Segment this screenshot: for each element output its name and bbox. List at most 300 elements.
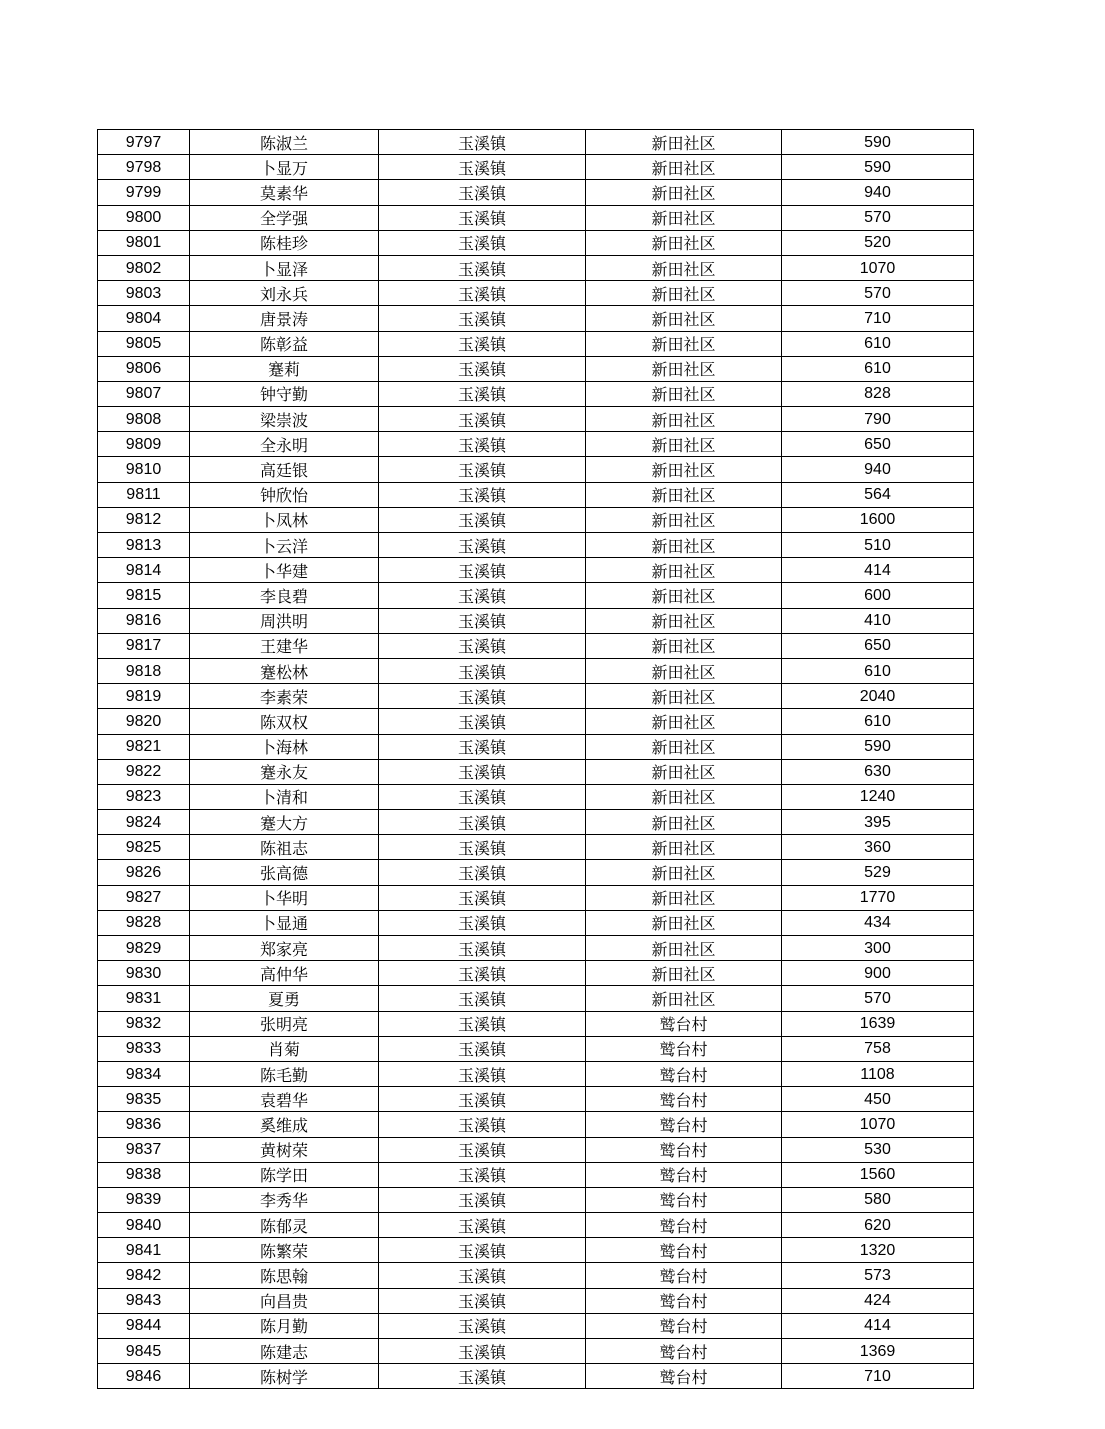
table-row xyxy=(98,885,974,910)
town-cell: 玉溪镇 xyxy=(379,205,586,230)
row-number-cell: 9835 xyxy=(98,1087,190,1112)
amount-cell: 570 xyxy=(782,281,974,306)
town-cell: 玉溪镇 xyxy=(379,658,586,683)
amount-cell: 1369 xyxy=(782,1339,974,1364)
name-cell: 全永明 xyxy=(190,432,379,457)
community-cell: 新田社区 xyxy=(586,255,782,280)
name-cell: 陈祖志 xyxy=(190,835,379,860)
table-body xyxy=(98,130,974,1389)
row-number-cell: 9844 xyxy=(98,1313,190,1338)
community-cell: 新田社区 xyxy=(586,457,782,482)
community-cell: 新田社区 xyxy=(586,507,782,532)
amount-cell: 1639 xyxy=(782,1011,974,1036)
table-row xyxy=(98,633,974,658)
row-number-cell: 9806 xyxy=(98,356,190,381)
town-cell: 玉溪镇 xyxy=(379,432,586,457)
table-row xyxy=(98,1137,974,1162)
town-cell: 玉溪镇 xyxy=(379,986,586,1011)
row-number-cell: 9831 xyxy=(98,986,190,1011)
table-row xyxy=(98,658,974,683)
amount-cell: 940 xyxy=(782,457,974,482)
amount-cell: 510 xyxy=(782,533,974,558)
community-cell: 新田社区 xyxy=(586,759,782,784)
table-row xyxy=(98,407,974,432)
row-number-cell: 9802 xyxy=(98,255,190,280)
table-row xyxy=(98,205,974,230)
amount-cell: 610 xyxy=(782,658,974,683)
table-row xyxy=(98,1213,974,1238)
town-cell: 玉溪镇 xyxy=(379,1011,586,1036)
name-cell: 刘永兵 xyxy=(190,281,379,306)
table-row xyxy=(98,1288,974,1313)
amount-cell: 610 xyxy=(782,709,974,734)
table-row xyxy=(98,1313,974,1338)
row-number-cell: 9837 xyxy=(98,1137,190,1162)
table-row xyxy=(98,558,974,583)
name-cell: 卜显通 xyxy=(190,910,379,935)
table-row xyxy=(98,759,974,784)
row-number-cell: 9825 xyxy=(98,835,190,860)
town-cell: 玉溪镇 xyxy=(379,1364,586,1389)
community-cell: 新田社区 xyxy=(586,936,782,961)
row-number-cell: 9817 xyxy=(98,633,190,658)
community-cell: 新田社区 xyxy=(586,734,782,759)
name-cell: 陈郁灵 xyxy=(190,1213,379,1238)
name-cell: 蹇永友 xyxy=(190,759,379,784)
row-number-cell: 9801 xyxy=(98,230,190,255)
amount-cell: 710 xyxy=(782,306,974,331)
town-cell: 玉溪镇 xyxy=(379,684,586,709)
table-row xyxy=(98,255,974,280)
row-number-cell: 9812 xyxy=(98,507,190,532)
row-number-cell: 9842 xyxy=(98,1263,190,1288)
town-cell: 玉溪镇 xyxy=(379,507,586,532)
row-number-cell: 9839 xyxy=(98,1187,190,1212)
table-row xyxy=(98,1339,974,1364)
community-cell: 新田社区 xyxy=(586,381,782,406)
name-cell: 陈双权 xyxy=(190,709,379,734)
name-cell: 李秀华 xyxy=(190,1187,379,1212)
community-cell: 新田社区 xyxy=(586,130,782,155)
town-cell: 玉溪镇 xyxy=(379,633,586,658)
row-number-cell: 9798 xyxy=(98,155,190,180)
row-number-cell: 9822 xyxy=(98,759,190,784)
community-cell: 鹫台村 xyxy=(586,1187,782,1212)
name-cell: 卜华建 xyxy=(190,558,379,583)
name-cell: 卜华明 xyxy=(190,885,379,910)
amount-cell: 610 xyxy=(782,331,974,356)
town-cell: 玉溪镇 xyxy=(379,784,586,809)
amount-cell: 650 xyxy=(782,432,974,457)
row-number-cell: 9813 xyxy=(98,533,190,558)
name-cell: 张明亮 xyxy=(190,1011,379,1036)
town-cell: 玉溪镇 xyxy=(379,1238,586,1263)
name-cell: 陈繁荣 xyxy=(190,1238,379,1263)
community-cell: 鹫台村 xyxy=(586,1011,782,1036)
amount-cell: 414 xyxy=(782,1313,974,1338)
row-number-cell: 9836 xyxy=(98,1112,190,1137)
community-cell: 鹫台村 xyxy=(586,1238,782,1263)
town-cell: 玉溪镇 xyxy=(379,936,586,961)
community-cell: 新田社区 xyxy=(586,608,782,633)
community-cell: 新田社区 xyxy=(586,658,782,683)
row-number-cell: 9819 xyxy=(98,684,190,709)
amount-cell: 529 xyxy=(782,860,974,885)
name-cell: 高仲华 xyxy=(190,961,379,986)
table-row xyxy=(98,784,974,809)
table-row xyxy=(98,1238,974,1263)
table-row xyxy=(98,507,974,532)
row-number-cell: 9814 xyxy=(98,558,190,583)
name-cell: 陈毛勤 xyxy=(190,1061,379,1086)
town-cell: 玉溪镇 xyxy=(379,835,586,860)
town-cell: 玉溪镇 xyxy=(379,1137,586,1162)
community-cell: 新田社区 xyxy=(586,281,782,306)
town-cell: 玉溪镇 xyxy=(379,155,586,180)
table-row xyxy=(98,1036,974,1061)
community-cell: 鹫台村 xyxy=(586,1061,782,1086)
amount-cell: 650 xyxy=(782,633,974,658)
table-row xyxy=(98,356,974,381)
table-row xyxy=(98,1087,974,1112)
row-number-cell: 9834 xyxy=(98,1061,190,1086)
table-row xyxy=(98,1011,974,1036)
name-cell: 向昌贵 xyxy=(190,1288,379,1313)
name-cell: 卜显泽 xyxy=(190,255,379,280)
community-cell: 新田社区 xyxy=(586,835,782,860)
amount-cell: 573 xyxy=(782,1263,974,1288)
amount-cell: 360 xyxy=(782,835,974,860)
town-cell: 玉溪镇 xyxy=(379,608,586,633)
amount-cell: 620 xyxy=(782,1213,974,1238)
table-row xyxy=(98,810,974,835)
row-number-cell: 9824 xyxy=(98,810,190,835)
table-row xyxy=(98,709,974,734)
name-cell: 陈彰益 xyxy=(190,331,379,356)
table-row xyxy=(98,381,974,406)
town-cell: 玉溪镇 xyxy=(379,1087,586,1112)
name-cell: 肖菊 xyxy=(190,1036,379,1061)
community-cell: 鹫台村 xyxy=(586,1263,782,1288)
name-cell: 郑家亮 xyxy=(190,936,379,961)
community-cell: 鹫台村 xyxy=(586,1213,782,1238)
table-row xyxy=(98,936,974,961)
amount-cell: 410 xyxy=(782,608,974,633)
community-cell: 新田社区 xyxy=(586,810,782,835)
name-cell: 陈淑兰 xyxy=(190,130,379,155)
community-cell: 鹫台村 xyxy=(586,1087,782,1112)
table-row xyxy=(98,457,974,482)
name-cell: 陈建志 xyxy=(190,1339,379,1364)
amount-cell: 414 xyxy=(782,558,974,583)
town-cell: 玉溪镇 xyxy=(379,1313,586,1338)
town-cell: 玉溪镇 xyxy=(379,1263,586,1288)
town-cell: 玉溪镇 xyxy=(379,1339,586,1364)
name-cell: 全学强 xyxy=(190,205,379,230)
table-row xyxy=(98,331,974,356)
town-cell: 玉溪镇 xyxy=(379,1036,586,1061)
name-cell: 陈学田 xyxy=(190,1162,379,1187)
town-cell: 玉溪镇 xyxy=(379,1061,586,1086)
row-number-cell: 9804 xyxy=(98,306,190,331)
name-cell: 卜海林 xyxy=(190,734,379,759)
community-cell: 鹫台村 xyxy=(586,1036,782,1061)
community-cell: 新田社区 xyxy=(586,558,782,583)
table-row xyxy=(98,1187,974,1212)
table-row xyxy=(98,155,974,180)
row-number-cell: 9803 xyxy=(98,281,190,306)
amount-cell: 610 xyxy=(782,356,974,381)
amount-cell: 710 xyxy=(782,1364,974,1389)
data-table xyxy=(97,129,974,1389)
amount-cell: 1108 xyxy=(782,1061,974,1086)
amount-cell: 600 xyxy=(782,583,974,608)
community-cell: 新田社区 xyxy=(586,961,782,986)
community-cell: 新田社区 xyxy=(586,533,782,558)
name-cell: 唐景涛 xyxy=(190,306,379,331)
table-row xyxy=(98,1162,974,1187)
amount-cell: 300 xyxy=(782,936,974,961)
amount-cell: 570 xyxy=(782,205,974,230)
row-number-cell: 9841 xyxy=(98,1238,190,1263)
name-cell: 陈思翰 xyxy=(190,1263,379,1288)
community-cell: 新田社区 xyxy=(586,306,782,331)
amount-cell: 1240 xyxy=(782,784,974,809)
name-cell: 蹇大方 xyxy=(190,810,379,835)
table-row xyxy=(98,1364,974,1389)
row-number-cell: 9797 xyxy=(98,130,190,155)
row-number-cell: 9810 xyxy=(98,457,190,482)
community-cell: 新田社区 xyxy=(586,205,782,230)
name-cell: 周洪明 xyxy=(190,608,379,633)
town-cell: 玉溪镇 xyxy=(379,1187,586,1212)
community-cell: 鹫台村 xyxy=(586,1162,782,1187)
name-cell: 卜清和 xyxy=(190,784,379,809)
row-number-cell: 9846 xyxy=(98,1364,190,1389)
name-cell: 黄树荣 xyxy=(190,1137,379,1162)
town-cell: 玉溪镇 xyxy=(379,130,586,155)
table-row xyxy=(98,1263,974,1288)
town-cell: 玉溪镇 xyxy=(379,910,586,935)
amount-cell: 580 xyxy=(782,1187,974,1212)
table-row xyxy=(98,1112,974,1137)
amount-cell: 434 xyxy=(782,910,974,935)
name-cell: 陈月勤 xyxy=(190,1313,379,1338)
town-cell: 玉溪镇 xyxy=(379,1112,586,1137)
name-cell: 蹇松林 xyxy=(190,658,379,683)
table-row xyxy=(98,835,974,860)
town-cell: 玉溪镇 xyxy=(379,583,586,608)
town-cell: 玉溪镇 xyxy=(379,885,586,910)
name-cell: 袁碧华 xyxy=(190,1087,379,1112)
town-cell: 玉溪镇 xyxy=(379,407,586,432)
table-row xyxy=(98,608,974,633)
row-number-cell: 9800 xyxy=(98,205,190,230)
town-cell: 玉溪镇 xyxy=(379,961,586,986)
community-cell: 新田社区 xyxy=(586,860,782,885)
row-number-cell: 9818 xyxy=(98,658,190,683)
name-cell: 钟守勤 xyxy=(190,381,379,406)
table-row xyxy=(98,1061,974,1086)
community-cell: 新田社区 xyxy=(586,583,782,608)
name-cell: 梁崇波 xyxy=(190,407,379,432)
row-number-cell: 9816 xyxy=(98,608,190,633)
row-number-cell: 9832 xyxy=(98,1011,190,1036)
community-cell: 新田社区 xyxy=(586,633,782,658)
town-cell: 玉溪镇 xyxy=(379,533,586,558)
table-row xyxy=(98,583,974,608)
row-number-cell: 9845 xyxy=(98,1339,190,1364)
row-number-cell: 9838 xyxy=(98,1162,190,1187)
table-row xyxy=(98,130,974,155)
community-cell: 新田社区 xyxy=(586,331,782,356)
row-number-cell: 9827 xyxy=(98,885,190,910)
town-cell: 玉溪镇 xyxy=(379,734,586,759)
row-number-cell: 9840 xyxy=(98,1213,190,1238)
community-cell: 新田社区 xyxy=(586,885,782,910)
community-cell: 新田社区 xyxy=(586,986,782,1011)
town-cell: 玉溪镇 xyxy=(379,356,586,381)
amount-cell: 570 xyxy=(782,986,974,1011)
row-number-cell: 9823 xyxy=(98,784,190,809)
row-number-cell: 9807 xyxy=(98,381,190,406)
table-row xyxy=(98,684,974,709)
town-cell: 玉溪镇 xyxy=(379,281,586,306)
table-row xyxy=(98,961,974,986)
town-cell: 玉溪镇 xyxy=(379,1288,586,1313)
town-cell: 玉溪镇 xyxy=(379,810,586,835)
community-cell: 鹫台村 xyxy=(586,1288,782,1313)
row-number-cell: 9808 xyxy=(98,407,190,432)
community-cell: 鹫台村 xyxy=(586,1364,782,1389)
community-cell: 新田社区 xyxy=(586,482,782,507)
row-number-cell: 9799 xyxy=(98,180,190,205)
town-cell: 玉溪镇 xyxy=(379,759,586,784)
town-cell: 玉溪镇 xyxy=(379,860,586,885)
amount-cell: 520 xyxy=(782,230,974,255)
name-cell: 李素荣 xyxy=(190,684,379,709)
amount-cell: 1070 xyxy=(782,1112,974,1137)
name-cell: 高廷银 xyxy=(190,457,379,482)
town-cell: 玉溪镇 xyxy=(379,230,586,255)
town-cell: 玉溪镇 xyxy=(379,709,586,734)
table-row xyxy=(98,860,974,885)
community-cell: 鹫台村 xyxy=(586,1339,782,1364)
amount-cell: 900 xyxy=(782,961,974,986)
community-cell: 新田社区 xyxy=(586,180,782,205)
amount-cell: 564 xyxy=(782,482,974,507)
row-number-cell: 9805 xyxy=(98,331,190,356)
amount-cell: 758 xyxy=(782,1036,974,1061)
name-cell: 陈桂珍 xyxy=(190,230,379,255)
town-cell: 玉溪镇 xyxy=(379,331,586,356)
amount-cell: 1600 xyxy=(782,507,974,532)
amount-cell: 1770 xyxy=(782,885,974,910)
community-cell: 新田社区 xyxy=(586,709,782,734)
community-cell: 新田社区 xyxy=(586,432,782,457)
community-cell: 新田社区 xyxy=(586,407,782,432)
table-row xyxy=(98,306,974,331)
row-number-cell: 9829 xyxy=(98,936,190,961)
row-number-cell: 9815 xyxy=(98,583,190,608)
community-cell: 鹫台村 xyxy=(586,1137,782,1162)
row-number-cell: 9811 xyxy=(98,482,190,507)
row-number-cell: 9809 xyxy=(98,432,190,457)
amount-cell: 424 xyxy=(782,1288,974,1313)
town-cell: 玉溪镇 xyxy=(379,180,586,205)
community-cell: 鹫台村 xyxy=(586,1313,782,1338)
amount-cell: 1560 xyxy=(782,1162,974,1187)
table-row xyxy=(98,533,974,558)
amount-cell: 530 xyxy=(782,1137,974,1162)
row-number-cell: 9833 xyxy=(98,1036,190,1061)
town-cell: 玉溪镇 xyxy=(379,457,586,482)
name-cell: 卜凤林 xyxy=(190,507,379,532)
amount-cell: 828 xyxy=(782,381,974,406)
table-row xyxy=(98,281,974,306)
row-number-cell: 9828 xyxy=(98,910,190,935)
name-cell: 李良碧 xyxy=(190,583,379,608)
community-cell: 新田社区 xyxy=(586,230,782,255)
town-cell: 玉溪镇 xyxy=(379,1162,586,1187)
amount-cell: 395 xyxy=(782,810,974,835)
table-row xyxy=(98,910,974,935)
town-cell: 玉溪镇 xyxy=(379,306,586,331)
amount-cell: 2040 xyxy=(782,684,974,709)
name-cell: 卜云洋 xyxy=(190,533,379,558)
community-cell: 新田社区 xyxy=(586,784,782,809)
table-row xyxy=(98,180,974,205)
name-cell: 陈树学 xyxy=(190,1364,379,1389)
amount-cell: 630 xyxy=(782,759,974,784)
town-cell: 玉溪镇 xyxy=(379,381,586,406)
name-cell: 莫素华 xyxy=(190,180,379,205)
name-cell: 奚维成 xyxy=(190,1112,379,1137)
amount-cell: 450 xyxy=(782,1087,974,1112)
name-cell: 蹇莉 xyxy=(190,356,379,381)
table-row xyxy=(98,734,974,759)
amount-cell: 1320 xyxy=(782,1238,974,1263)
row-number-cell: 9821 xyxy=(98,734,190,759)
name-cell: 张高德 xyxy=(190,860,379,885)
community-cell: 鹫台村 xyxy=(586,1112,782,1137)
amount-cell: 790 xyxy=(782,407,974,432)
amount-cell: 940 xyxy=(782,180,974,205)
row-number-cell: 9843 xyxy=(98,1288,190,1313)
table-row xyxy=(98,986,974,1011)
name-cell: 夏勇 xyxy=(190,986,379,1011)
town-cell: 玉溪镇 xyxy=(379,255,586,280)
amount-cell: 590 xyxy=(782,155,974,180)
community-cell: 新田社区 xyxy=(586,684,782,709)
town-cell: 玉溪镇 xyxy=(379,482,586,507)
name-cell: 钟欣怡 xyxy=(190,482,379,507)
amount-cell: 590 xyxy=(782,734,974,759)
row-number-cell: 9820 xyxy=(98,709,190,734)
community-cell: 新田社区 xyxy=(586,356,782,381)
amount-cell: 1070 xyxy=(782,255,974,280)
town-cell: 玉溪镇 xyxy=(379,558,586,583)
community-cell: 新田社区 xyxy=(586,910,782,935)
name-cell: 卜显万 xyxy=(190,155,379,180)
row-number-cell: 9830 xyxy=(98,961,190,986)
town-cell: 玉溪镇 xyxy=(379,1213,586,1238)
row-number-cell: 9826 xyxy=(98,860,190,885)
community-cell: 新田社区 xyxy=(586,155,782,180)
table-row xyxy=(98,432,974,457)
amount-cell: 590 xyxy=(782,130,974,155)
name-cell: 王建华 xyxy=(190,633,379,658)
